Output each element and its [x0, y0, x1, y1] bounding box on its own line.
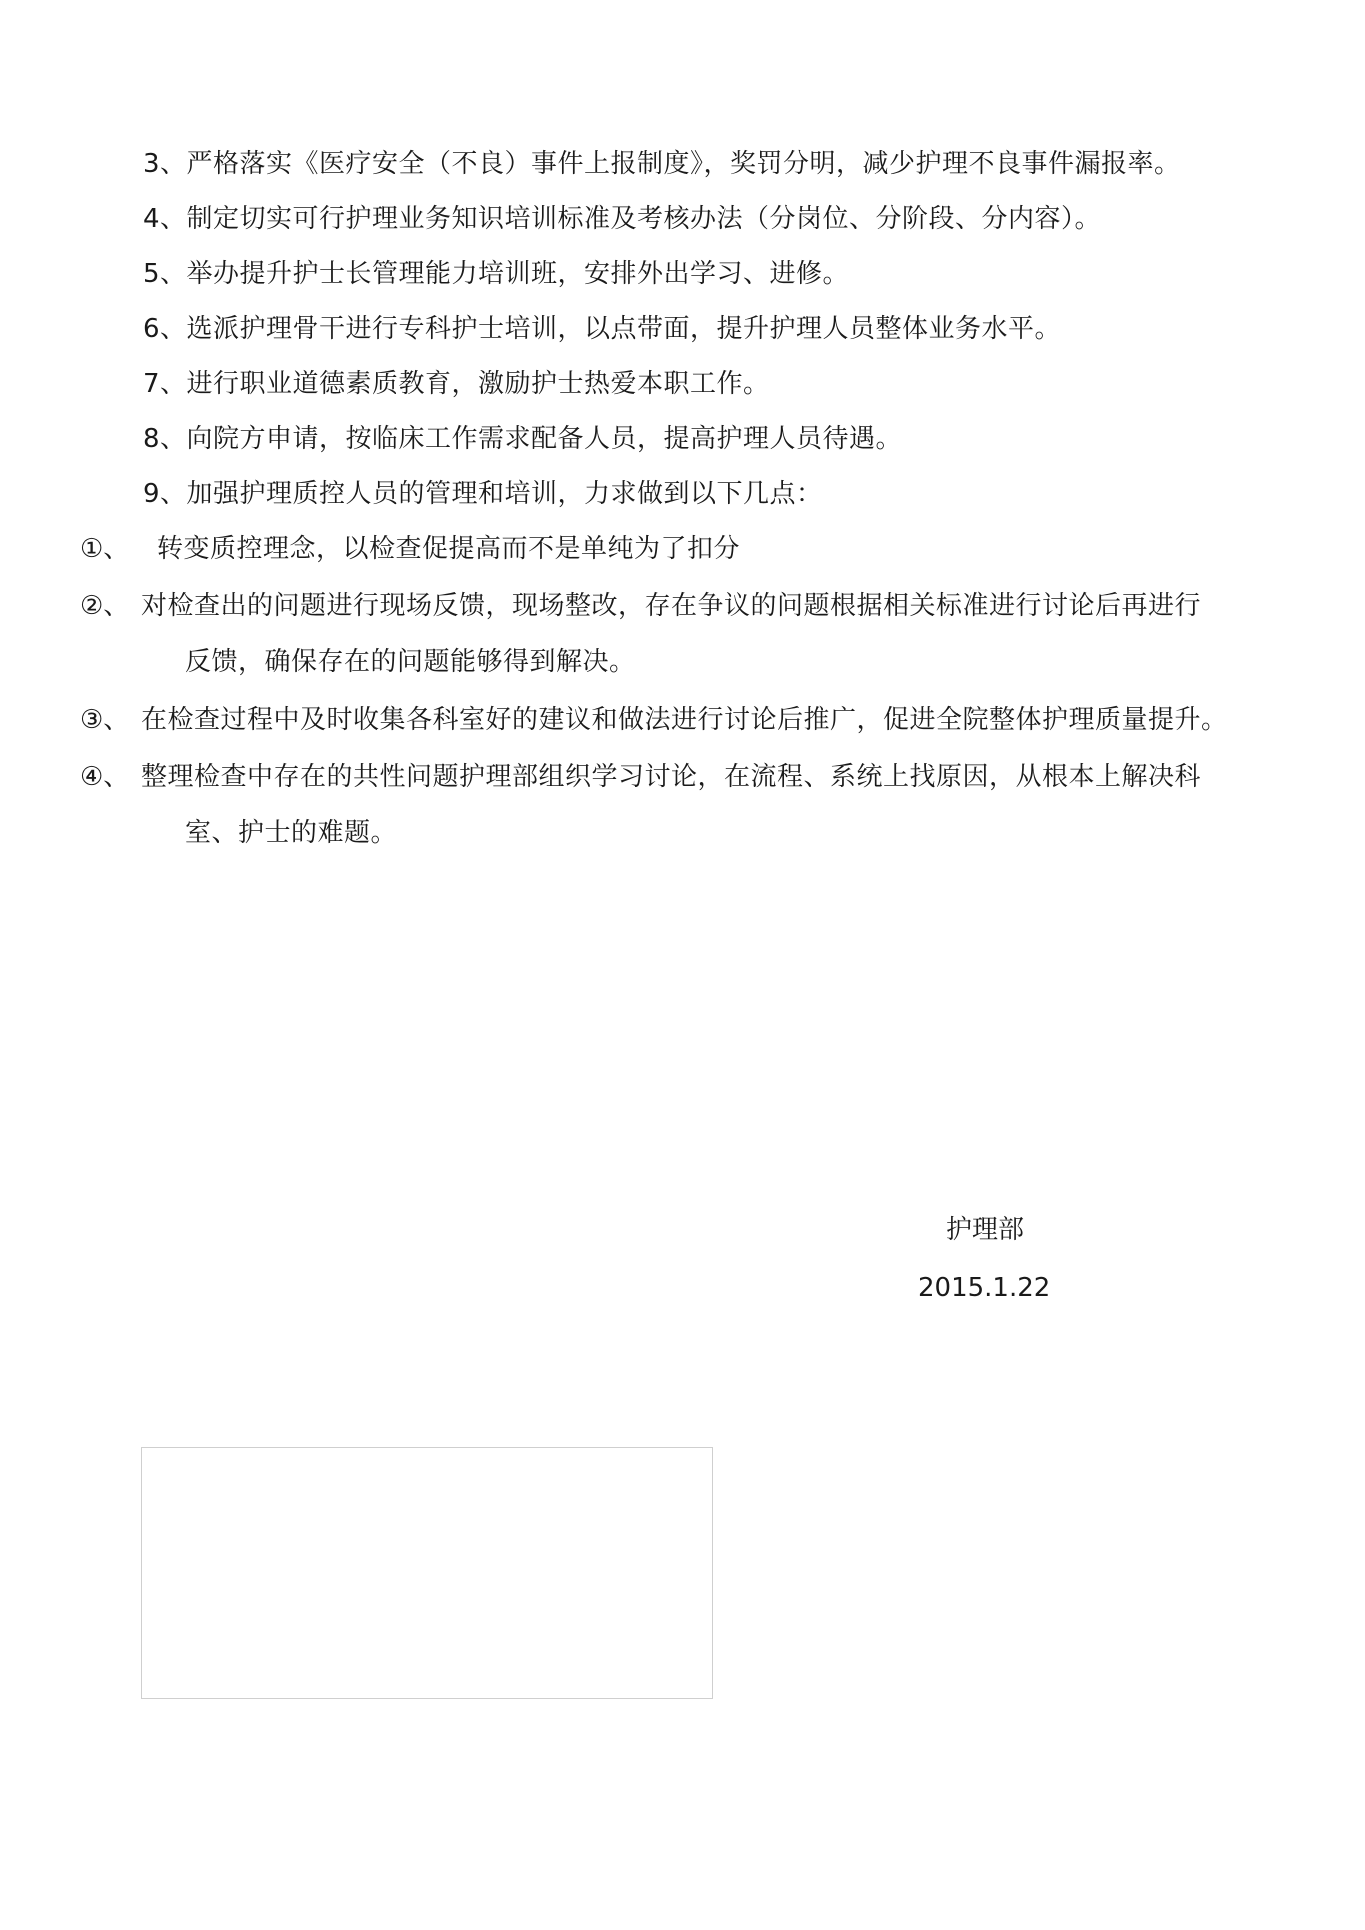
subitem-2-text: 对检查出的问题进行现场反馈，现场整改，存在争议的问题根据相关标准进行讨论后再进行 [141, 591, 1202, 621]
subitem-4-continuation: 室、护士的难题。 [185, 818, 398, 848]
signature-department: 护理部 [946, 1215, 1025, 1245]
item-text: 向院方申请，按临床工作需求配备人员，提高护理人员待遇。 [186, 424, 903, 454]
item-number: 8、 [143, 424, 187, 454]
list-item-8 [143, 421, 902, 457]
list-item-7 [143, 366, 770, 402]
list-item-4 [143, 201, 1101, 237]
item-text: 制定切实可行护理业务知识培训标准及考核办法（分岗位、分阶段、分内容）。 [186, 204, 1102, 234]
item-number: 6、 [143, 314, 187, 344]
subitem-4-marker: ④、 [80, 762, 130, 792]
item-number: 4、 [143, 204, 187, 234]
item-number: 3、 [143, 149, 187, 179]
subitem-3-marker: ③、 [80, 705, 130, 735]
signature-date: 2015.1.22 [918, 1273, 1051, 1303]
item-number: 5、 [143, 259, 187, 289]
item-text: 选派护理骨干进行专科护士培训，以点带面，提升护理人员整体业务水平。 [186, 314, 1062, 344]
item-text: 举办提升护士长管理能力培训班，安排外出学习、进修。 [186, 259, 850, 289]
subitem-4-text: 整理检查中存在的共性问题护理部组织学习讨论，在流程、系统上找原因，从根本上解决科 [141, 762, 1202, 792]
list-item-6 [143, 311, 1061, 347]
empty-box [141, 1447, 713, 1699]
item-text: 加强护理质控人员的管理和培训，力求做到以下几点： [186, 479, 823, 509]
item-text: 严格落实《医疗安全（不良）事件上报制度》，奖罚分明，减少护理不良事件漏报率。 [186, 149, 1181, 179]
subitem-1-text: 转变质控理念，以检查促提高而不是单纯为了扣分 [157, 534, 741, 564]
item-number: 7、 [143, 369, 187, 399]
item-number: 9、 [143, 479, 187, 509]
subitem-1-marker: ①、 [80, 534, 130, 564]
subitem-2-marker: ②、 [80, 591, 130, 621]
subitem-2-continuation: 反馈，确保存在的问题能够得到解决。 [185, 647, 636, 677]
item-text: 进行职业道德素质教育，激励护士热爱本职工作。 [186, 369, 770, 399]
list-item-5 [143, 256, 849, 292]
list-item-9 [143, 476, 823, 512]
subitem-3-text: 在检查过程中及时收集各科室好的建议和做法进行讨论后推广，促进全院整体护理质量提升。 [141, 705, 1228, 735]
list-item-3 [143, 146, 1181, 182]
